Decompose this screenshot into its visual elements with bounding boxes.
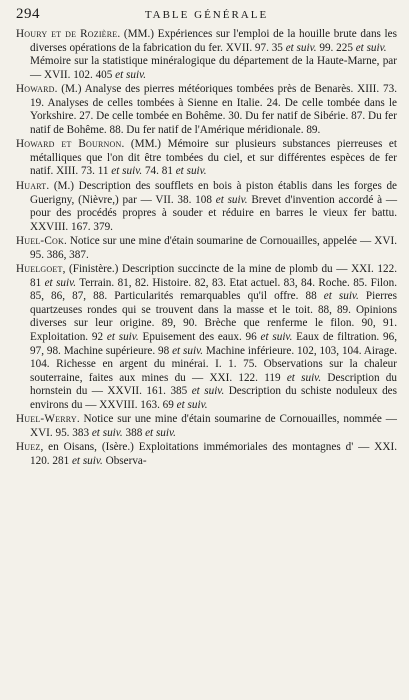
entry-text: Mémoire sur la statistique minéralogique du département de la Haute-Marne, par — XVII. 102. 405 et suiv.	[30, 55, 397, 81]
index-entry	[16, 413, 397, 440]
entry-text: . Notice sur une mine d'étain soumarine de Cornouailles, appelée — XVI. 95. 386, 387.	[30, 235, 397, 261]
index-entry	[16, 28, 397, 82]
entry-paragraph	[16, 235, 397, 262]
entry-paragraph: Howard. (M.) Analyse des pierres météoriques tombées près de Benarès. XIII. 73. 19. Analyses de celles tombées à Sienne en Italie. 24. De celle tombée dans le Yorkshire. 27. De celle tombée en Bohême. 30. Du fer natif de Sibérie. 87. Du fer natif de Bohême. 88. Du fer natif de l'Amérique méridionale. 89.	[16, 83, 397, 136]
entry-paragraph	[16, 180, 397, 234]
entry-paragraph	[16, 413, 397, 440]
entry-text: . Notice sur une mine d'étain soumarine de Cornouailles, nommée — XVI. 95. 383 et suiv. 388 et suiv.	[30, 413, 397, 439]
entry-paragraph	[16, 263, 397, 412]
entry-headword: Howard et Bournon	[16, 138, 122, 151]
running-head	[16, 6, 397, 26]
entry-text: , (Finistère.) Description succincte de la mine de plomb du — XXI. 122. 81 et suiv. Terrain. 81, 82. Histoire. 82, 83. Etat actuel. 83, 84. Roche. 85. Filon. 85, 86, 87, 88. Particularités remarquables qu'il offre. 88 et suiv. Pierres quartzeuses rondes qui se trouvent dans la masse et le toit. 88, 89. Opinions diverses sur leur origine. 89, 90. Brèche que renferme le filon. 90, 91. Exploitation. 92 et suiv. Epuisement des eaux. 96 et suiv. Eaux de filtration. 96, 97, 98. Machine supérieure. 98 et suiv. Machine inférieure. 102, 103, 104. Airage. 104. Richesse en argent du minérai. I. 1. 75. Observations sur la chaleur souterraine, faites aux mines du — XXI. 122. 119 et suiv. Description du hornstein du — XXVII. 161. 385 et suiv. Description du schiste noduleux des environs du — XXVIII. 163. 69 et suiv.	[30, 263, 398, 411]
entry-headword: Houry et de Rozière	[16, 28, 118, 40]
entry-headword: Huel-Werry	[16, 413, 77, 426]
entry-paragraph	[16, 441, 397, 468]
index-entry	[16, 441, 397, 468]
entry-text: (MM.) Expériences sur l'emploi de la houille brute dans les diverses opérations de la fabrication du fer. XVII. 97. 35 et suiv. 99. 225 et suiv.	[30, 28, 397, 54]
index-entry	[16, 180, 397, 234]
entry-paragraph: Howard et Bournon. (MM.) Mémoire sur plusieurs substances pierreuses et métalliques que l'on dit être tombées du ciel, et sur différentes espèces de fer natif. XIII. 73. 11 et suiv. 74. 81 et suiv.	[16, 138, 397, 178]
entry-headword: Howard	[16, 83, 55, 96]
entry-paragraph	[16, 55, 397, 82]
entry-text: . (M.) Description des soufflets en bois à piston établis dans les forges de Guerigny, (Nièvre,) par — VII. 38. 108 et suiv. Brevet d'invention accordé à — pour des procédés propres à souder et réduire en barres le vieux fer battu. XXVIII. 167. 379.	[30, 180, 398, 233]
entry-headword: Huart	[16, 180, 47, 193]
entry-text: (M.) Analyse des pierres météoriques tombées près de Benarès. XIII. 73. 19. Analyses de celles tombées à Sienne en Italie. 24. De celle tombée dans le Yorkshire. 27. De celle tombée en Bohême. 30. Du fer natif de Sibérie. 87. Du fer natif de Bohême. 88. Du fer natif de l'Amérique méridionale. 89.	[30, 83, 397, 136]
index-entry	[16, 263, 397, 412]
entry-text: (MM.) Mémoire sur plusieurs substances pierreuses et métalliques que l'on dit être tombées du ciel, et sur différentes espèces de fer natif. XIII. 73. 11 et suiv. 74. 81 et suiv.	[30, 138, 397, 178]
entry-headword: Huelgoet	[16, 263, 63, 276]
index-entry	[16, 235, 397, 262]
entry-text: , en Oisans, (Isère.) Exploitations immémoriales des montagnes d' — XXI. 120. 281 et suiv. Observa-	[30, 441, 397, 467]
page-number: 294	[16, 6, 40, 22]
index-entries	[16, 28, 397, 469]
index-entry	[16, 138, 397, 179]
entry-headword: Huel-Cok	[16, 235, 64, 248]
index-entry	[16, 83, 397, 137]
entry-headword: Huez	[16, 441, 41, 454]
running-title: TABLE GÉNÉRALE	[144, 9, 269, 21]
entry-paragraph: Houry et de Rozière. (MM.) Expériences sur l'emploi de la houille brute dans les diverses opérations de la fabrication du fer. XVII. 97. 35 et suiv. 99. 225 et suiv.	[16, 28, 397, 54]
